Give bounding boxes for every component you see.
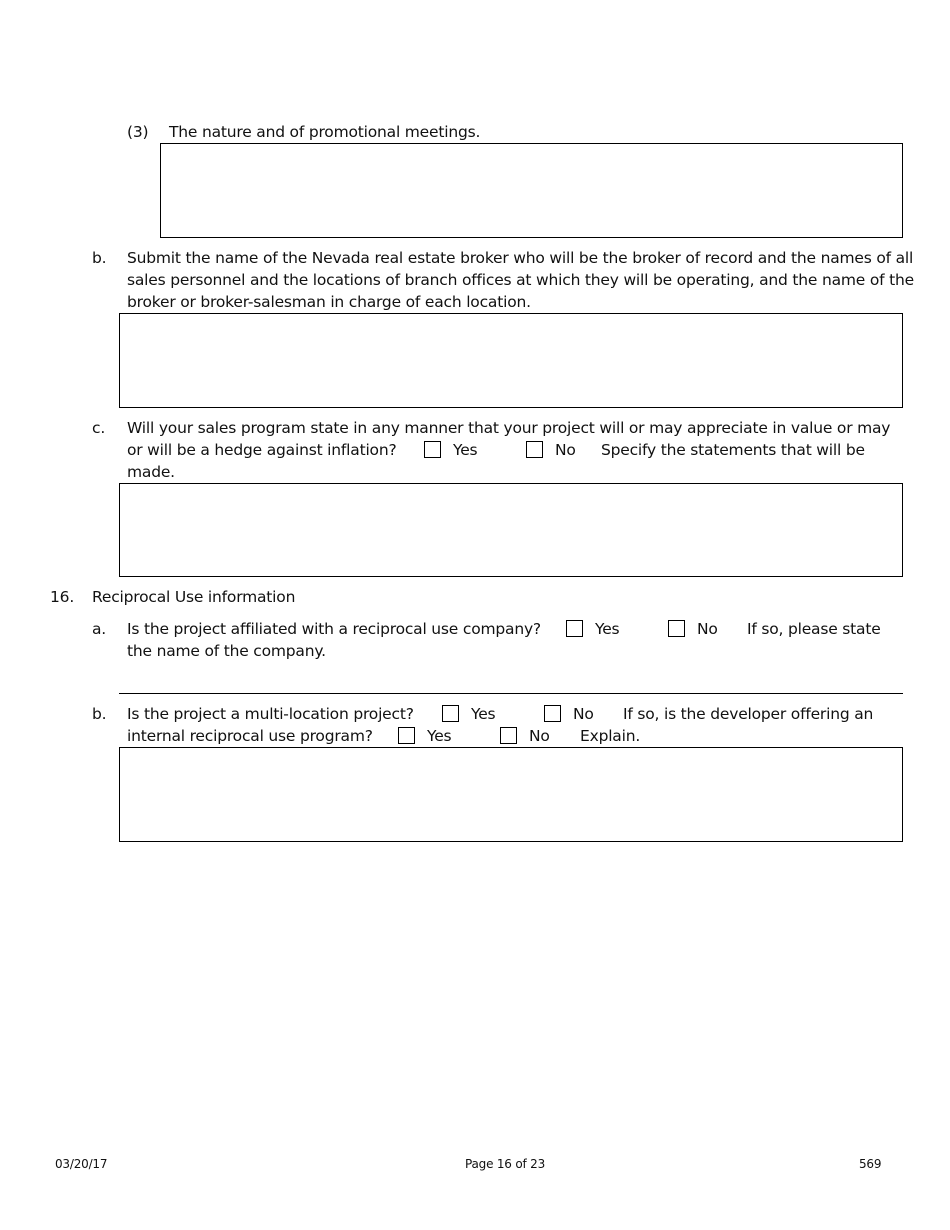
appreciation-statements-answer-box[interactable]	[119, 483, 903, 577]
question-text-line: internal reciprocal use program?	[127, 727, 373, 745]
appreciation-no-checkbox[interactable]	[526, 441, 543, 458]
question-text: The nature and of promotional meetings.	[169, 123, 481, 141]
internal-program-yes-checkbox[interactable]	[398, 727, 415, 744]
question-text-line: or will be a hedge against inflation?	[127, 441, 397, 459]
question-text-line: Submit the name of the Nevada real estate broker who will be the broker of record and the names of all	[127, 249, 914, 267]
multi-location-no-checkbox[interactable]	[544, 705, 561, 722]
section-number: 16.	[50, 588, 75, 606]
item-letter: a.	[92, 620, 107, 638]
yes-label: Yes	[453, 441, 478, 459]
internal-program-explain-answer-box[interactable]	[119, 747, 903, 842]
broker-of-record-answer-box[interactable]	[119, 313, 903, 408]
yes-label: Yes	[427, 727, 452, 745]
question-text-line: If so, is the developer offering an	[623, 705, 874, 723]
appreciation-yes-checkbox[interactable]	[424, 441, 441, 458]
yes-label: Yes	[471, 705, 496, 723]
section-title: Reciprocal Use information	[92, 588, 296, 606]
question-text-line: If so, please state	[747, 620, 881, 638]
item-letter: b.	[92, 249, 107, 267]
question-text-line: sales personnel and the locations of branch offices at which they will be operating, and the name of the	[127, 271, 914, 289]
question-text-line: Will your sales program state in any manner that your project will or may appreciate in value or may	[127, 419, 891, 437]
no-label: No	[573, 705, 594, 723]
question-text-line: the name of the company.	[127, 642, 326, 660]
footer-date: 03/20/17	[55, 1157, 108, 1171]
company-name-answer-line[interactable]	[119, 693, 903, 694]
no-label: No	[697, 620, 718, 638]
footer-form-number: 569	[859, 1157, 882, 1171]
question-text-line: Specify the statements that will be	[601, 441, 865, 459]
item-letter: b.	[92, 705, 107, 723]
reciprocal-company-yes-checkbox[interactable]	[566, 620, 583, 637]
item-letter: c.	[92, 419, 106, 437]
multi-location-yes-checkbox[interactable]	[442, 705, 459, 722]
reciprocal-company-no-checkbox[interactable]	[668, 620, 685, 637]
internal-program-no-checkbox[interactable]	[500, 727, 517, 744]
yes-label: Yes	[595, 620, 620, 638]
footer-page-number: Page 16 of 23	[465, 1157, 545, 1171]
no-label: No	[529, 727, 550, 745]
no-label: No	[555, 441, 576, 459]
question-text-line: broker or broker-salesman in charge of each location.	[127, 293, 531, 311]
question-text-line: Explain.	[580, 727, 641, 745]
question-text-line: made.	[127, 463, 175, 481]
item-number: (3)	[127, 123, 149, 141]
question-text-line: Is the project a multi-location project?	[127, 705, 414, 723]
promotional-meetings-answer-box[interactable]	[160, 143, 903, 238]
question-text-line: Is the project affiliated with a reciprocal use company?	[127, 620, 541, 638]
